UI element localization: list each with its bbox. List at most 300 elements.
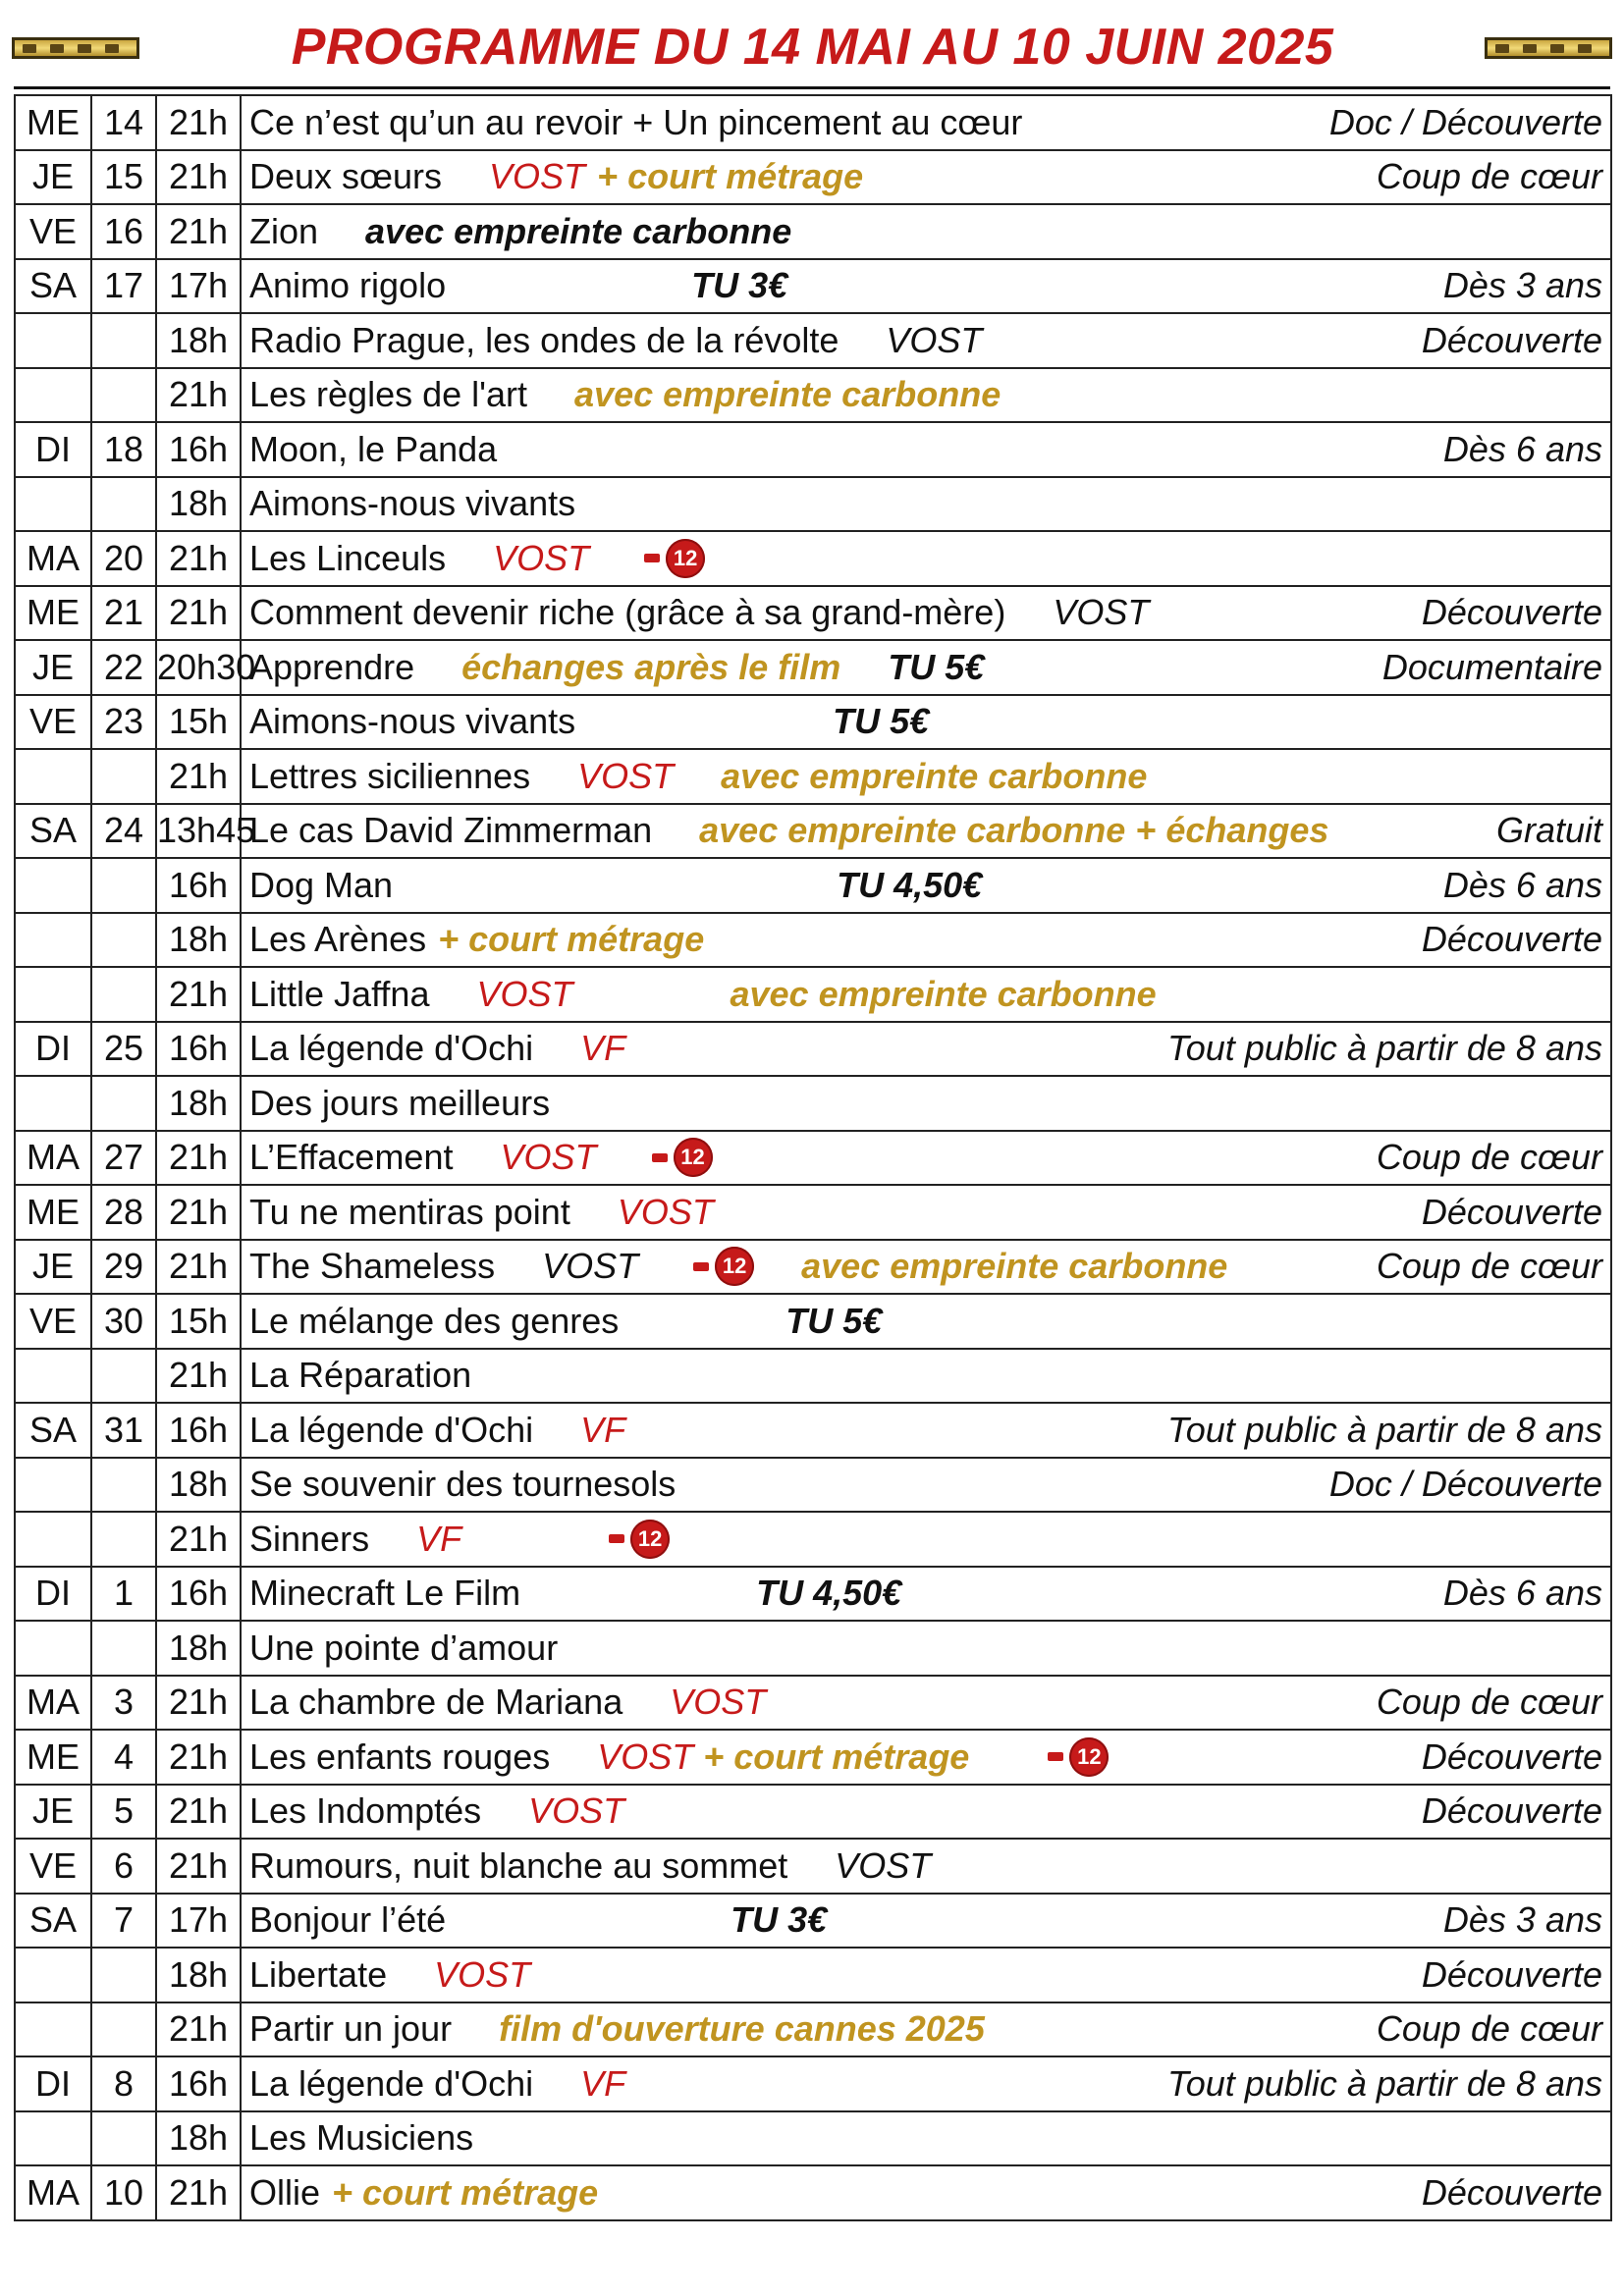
schedule-row [15, 858, 1611, 913]
film-title: La légende d'Ochi [249, 1028, 534, 1069]
day-cell [15, 1948, 91, 2002]
schedule-row [15, 1894, 1611, 1949]
day-cell: SA [15, 1894, 91, 1949]
film-info-cell [241, 1240, 1611, 1295]
film-title: La chambre de Mariana [249, 1682, 623, 1723]
time-cell: 16h [156, 422, 241, 477]
schedule-row [15, 1076, 1611, 1131]
date-cell: 23 [91, 695, 156, 750]
date-cell: 1 [91, 1567, 156, 1622]
time-cell: 21h [156, 1785, 241, 1840]
film-tag: VOST [500, 1137, 597, 1178]
film-title: Little Jaffna [249, 973, 430, 1014]
date-cell [91, 1458, 156, 1513]
film-title: Aimons-nous vivants [249, 483, 576, 524]
date-cell: 7 [91, 1894, 156, 1949]
date-cell: 4 [91, 1730, 156, 1785]
date-cell: 5 [91, 1785, 156, 1840]
film-title: Zion [249, 210, 319, 251]
film-info-cell [241, 313, 1611, 368]
time-cell: 18h [156, 913, 241, 968]
film-tag: VF [580, 2062, 626, 2104]
time-cell: 15h [156, 695, 241, 750]
film-tag: + court métrage [332, 2171, 599, 2213]
date-cell [91, 313, 156, 368]
date-cell: 21 [91, 586, 156, 641]
day-cell: MA [15, 1676, 91, 1731]
time-cell: 21h [156, 1512, 241, 1567]
film-info-cell [241, 804, 1611, 859]
day-cell [15, 313, 91, 368]
date-cell: 8 [91, 2056, 156, 2111]
film-title: Rumours, nuit blanche au sommet [249, 1844, 788, 1886]
film-tag: VOST [434, 1953, 531, 1995]
film-tag: VOST [493, 537, 590, 578]
time-cell: 18h [156, 1621, 241, 1676]
date-cell [91, 1076, 156, 1131]
film-info-cell [241, 1185, 1611, 1240]
day-cell: DI [15, 1567, 91, 1622]
film-category: Coup de cœur [1376, 1137, 1602, 1178]
day-cell: VE [15, 1294, 91, 1349]
schedule-row [15, 1022, 1611, 1077]
film-title: Tu ne mentiras point [249, 1191, 570, 1232]
film-info-cell [241, 1403, 1611, 1458]
film-tag: TU 3€ [691, 265, 788, 306]
date-cell: 25 [91, 1022, 156, 1077]
film-tag: TU 5€ [785, 1300, 883, 1341]
schedule-row [15, 2111, 1611, 2166]
film-info-cell [241, 640, 1611, 695]
film-category: Tout public à partir de 8 ans [1167, 2062, 1602, 2104]
film-title: Sinners [249, 1518, 370, 1559]
film-title: Les Arènes [249, 919, 427, 960]
date-cell: 17 [91, 259, 156, 314]
film-info-cell [241, 1512, 1611, 1567]
date-cell: 6 [91, 1839, 156, 1894]
time-cell: 16h [156, 858, 241, 913]
time-cell: 21h [156, 1839, 241, 1894]
film-tag: VOST [886, 319, 983, 360]
film-category: Doc / Découverte [1328, 1464, 1602, 1505]
film-category: Découverte [1421, 592, 1602, 633]
schedule-row [15, 259, 1611, 314]
schedule-row [15, 586, 1611, 641]
day-cell [15, 913, 91, 968]
film-info-cell [241, 1349, 1611, 1404]
film-tag: avec empreinte carbonne [721, 755, 1148, 796]
date-cell [91, 2002, 156, 2057]
date-cell: 15 [91, 150, 156, 205]
film-info-cell [241, 858, 1611, 913]
film-title: Animo rigolo [249, 265, 447, 306]
film-info-cell [241, 2056, 1611, 2111]
film-info-cell [241, 1730, 1611, 1785]
time-cell: 21h [156, 95, 241, 150]
film-info-cell [241, 1131, 1611, 1186]
day-cell [15, 749, 91, 804]
film-title: Moon, le Panda [249, 428, 498, 469]
time-cell: 21h [156, 1131, 241, 1186]
time-cell: 17h [156, 259, 241, 314]
age-12-rating-icon: 12 [609, 1520, 670, 1559]
film-tag: VOST [617, 1191, 714, 1232]
schedule-row [15, 1512, 1611, 1567]
time-cell: 21h [156, 967, 241, 1022]
film-category: Découverte [1421, 1191, 1602, 1232]
film-title: Des jours meilleurs [249, 1082, 551, 1123]
film-info-cell [241, 1948, 1611, 2002]
schedule-row [15, 1294, 1611, 1349]
time-cell: 16h [156, 2056, 241, 2111]
film-info-cell [241, 1022, 1611, 1077]
film-info-cell [241, 2111, 1611, 2166]
day-cell: ME [15, 95, 91, 150]
film-category: Découverte [1421, 2171, 1602, 2213]
day-cell: VE [15, 695, 91, 750]
film-title: Les Indomptés [249, 1790, 482, 1832]
film-info-cell [241, 913, 1611, 968]
film-tag: avec empreinte carbonne [801, 1246, 1228, 1287]
film-title: Deux sœurs [249, 156, 443, 197]
film-category: Doc / Découverte [1328, 101, 1602, 142]
film-category: Découverte [1421, 919, 1602, 960]
film-category: Documentaire [1381, 646, 1602, 687]
schedule-row [15, 967, 1611, 1022]
time-cell: 21h [156, 749, 241, 804]
day-cell: ME [15, 586, 91, 641]
film-title: Aimons-nous vivants [249, 701, 576, 742]
film-category: Tout public à partir de 8 ans [1167, 1409, 1602, 1450]
film-category: Gratuit [1495, 810, 1602, 851]
day-cell [15, 1458, 91, 1513]
schedule-row [15, 1785, 1611, 1840]
time-cell: 13h45 [156, 804, 241, 859]
film-info-cell [241, 2165, 1611, 2220]
film-title: Dog Man [249, 864, 394, 905]
day-cell [15, 1512, 91, 1567]
date-cell [91, 2111, 156, 2166]
schedule-row [15, 1403, 1611, 1458]
date-cell [91, 749, 156, 804]
date-cell: 28 [91, 1185, 156, 1240]
schedule-row [15, 1567, 1611, 1622]
film-tag: VF [580, 1409, 626, 1450]
date-cell: 3 [91, 1676, 156, 1731]
date-cell: 24 [91, 804, 156, 859]
film-title: La légende d'Ochi [249, 1409, 534, 1450]
day-cell [15, 1349, 91, 1404]
date-cell: 16 [91, 204, 156, 259]
time-cell: 15h [156, 1294, 241, 1349]
film-tag: VOST + court métrage [597, 1735, 970, 1777]
film-category: Dès 6 ans [1442, 428, 1602, 469]
day-cell: MA [15, 531, 91, 586]
age-12-rating-icon: 12 [644, 539, 705, 578]
schedule-row [15, 204, 1611, 259]
day-cell: MA [15, 2165, 91, 2220]
film-category: Dès 3 ans [1442, 1899, 1602, 1941]
schedule-row [15, 1131, 1611, 1186]
time-cell: 16h [156, 1403, 241, 1458]
film-title: Les règles de l'art [249, 374, 528, 415]
schedule-row [15, 1185, 1611, 1240]
film-tag: TU 4,50€ [756, 1573, 902, 1614]
film-title: La Réparation [249, 1355, 472, 1396]
time-cell: 21h [156, 1240, 241, 1295]
schedule-row [15, 2056, 1611, 2111]
schedule-row [15, 1349, 1611, 1404]
film-title: Bonjour l’été [249, 1899, 447, 1941]
time-cell: 21h [156, 1676, 241, 1731]
film-tag: TU 5€ [833, 701, 930, 742]
date-cell [91, 368, 156, 423]
film-title: Apprendre [249, 646, 415, 687]
schedule-row [15, 95, 1611, 150]
day-cell: ME [15, 1185, 91, 1240]
film-tag: + court métrage [597, 156, 864, 197]
film-title: L’Effacement [249, 1137, 454, 1178]
time-cell: 21h [156, 368, 241, 423]
film-tag: avec empreinte carbonne + échanges [699, 810, 1329, 851]
film-info-cell [241, 368, 1611, 423]
day-cell: VE [15, 204, 91, 259]
schedule-row [15, 313, 1611, 368]
film-info-cell [241, 1676, 1611, 1731]
time-cell: 18h [156, 1948, 241, 2002]
date-cell [91, 477, 156, 532]
date-cell [91, 858, 156, 913]
time-cell: 18h [156, 313, 241, 368]
day-cell: JE [15, 1785, 91, 1840]
date-cell [91, 1349, 156, 1404]
film-info-cell [241, 2002, 1611, 2057]
time-cell: 18h [156, 477, 241, 532]
time-cell: 21h [156, 1185, 241, 1240]
schedule-row [15, 1458, 1611, 1513]
time-cell: 16h [156, 1567, 241, 1622]
film-tag: VF [580, 1028, 626, 1069]
day-cell [15, 858, 91, 913]
film-info-cell [241, 150, 1611, 205]
film-category: Dès 6 ans [1442, 864, 1602, 905]
date-cell [91, 913, 156, 968]
film-tag: échanges après le film [461, 646, 841, 687]
schedule-row [15, 749, 1611, 804]
film-info-cell [241, 95, 1611, 150]
film-title: Minecraft Le Film [249, 1573, 521, 1614]
time-cell: 21h [156, 531, 241, 586]
time-cell: 21h [156, 1349, 241, 1404]
film-tag: VOST [835, 1844, 932, 1886]
day-cell: ME [15, 1730, 91, 1785]
day-cell [15, 1621, 91, 1676]
schedule-row [15, 1676, 1611, 1731]
film-category: Découverte [1421, 1953, 1602, 1995]
schedule-row [15, 1240, 1611, 1295]
time-cell: 21h [156, 150, 241, 205]
date-cell: 10 [91, 2165, 156, 2220]
time-cell: 21h [156, 586, 241, 641]
day-cell: SA [15, 804, 91, 859]
film-tag: avec empreinte carbonne [574, 374, 1001, 415]
film-title: Les enfants rouges [249, 1735, 551, 1777]
date-cell: 14 [91, 95, 156, 150]
film-category: Coup de cœur [1376, 1246, 1602, 1287]
film-category: Coup de cœur [1376, 156, 1602, 197]
film-info-cell [241, 586, 1611, 641]
schedule-row [15, 477, 1611, 532]
film-category: Tout public à partir de 8 ans [1167, 1028, 1602, 1069]
schedule-row [15, 1948, 1611, 2002]
time-cell: 18h [156, 2111, 241, 2166]
film-tag: TU 3€ [731, 1899, 828, 1941]
film-info-cell [241, 204, 1611, 259]
age-12-rating-icon: 12 [1048, 1737, 1109, 1777]
film-tag: + court métrage [438, 919, 705, 960]
film-strip-icon [1485, 37, 1612, 59]
film-info-cell [241, 1458, 1611, 1513]
film-tag: avec empreinte carbonne [365, 210, 792, 251]
film-tag: TU 4,50€ [837, 864, 983, 905]
film-tag: avec empreinte carbonne [730, 973, 1157, 1014]
time-cell: 17h [156, 1894, 241, 1949]
film-title: Ollie [249, 2171, 321, 2213]
film-title: Les Musiciens [249, 2117, 474, 2159]
date-cell [91, 1948, 156, 2002]
film-tag: VOST [577, 755, 675, 796]
date-cell [91, 1621, 156, 1676]
time-cell: 21h [156, 1730, 241, 1785]
film-title: Ce n’est qu’un au revoir + Un pincement au cœur [249, 101, 1023, 142]
film-title: Le mélange des genres [249, 1300, 620, 1341]
age-12-rating-icon: 12 [693, 1247, 754, 1286]
time-cell: 16h [156, 1022, 241, 1077]
film-strip-icon [12, 37, 139, 59]
film-title: Radio Prague, les ondes de la révolte [249, 319, 839, 360]
film-title: Se souvenir des tournesols [249, 1464, 677, 1505]
film-category: Découverte [1421, 1790, 1602, 1832]
date-cell: 18 [91, 422, 156, 477]
day-cell [15, 1076, 91, 1131]
day-cell: DI [15, 1022, 91, 1077]
date-cell: 20 [91, 531, 156, 586]
film-info-cell [241, 1076, 1611, 1131]
date-cell: 30 [91, 1294, 156, 1349]
film-info-cell [241, 1894, 1611, 1949]
age-12-rating-icon: 12 [652, 1138, 713, 1177]
film-category: Coup de cœur [1376, 1682, 1602, 1723]
day-cell: SA [15, 259, 91, 314]
film-info-cell [241, 531, 1611, 586]
film-title: Libertate [249, 1953, 388, 1995]
day-cell [15, 967, 91, 1022]
schedule-row [15, 368, 1611, 423]
film-category: Dès 6 ans [1442, 1573, 1602, 1614]
film-tag: VOST [542, 1246, 639, 1287]
day-cell: JE [15, 150, 91, 205]
film-info-cell [241, 477, 1611, 532]
header-divider [14, 86, 1610, 89]
date-cell: 31 [91, 1403, 156, 1458]
day-cell: VE [15, 1839, 91, 1894]
film-tag: VF [416, 1518, 462, 1559]
film-info-cell [241, 967, 1611, 1022]
schedule-table [14, 94, 1612, 2221]
film-tag: VOST [1053, 592, 1150, 633]
film-info-cell [241, 1567, 1611, 1622]
day-cell: JE [15, 1240, 91, 1295]
film-info-cell [241, 695, 1611, 750]
time-cell: 18h [156, 1076, 241, 1131]
day-cell: DI [15, 2056, 91, 2111]
film-info-cell [241, 1785, 1611, 1840]
schedule-row [15, 150, 1611, 205]
day-cell [15, 2111, 91, 2166]
schedule-row [15, 695, 1611, 750]
schedule-row [15, 422, 1611, 477]
film-category: Dès 3 ans [1442, 265, 1602, 306]
day-cell: SA [15, 1403, 91, 1458]
day-cell: JE [15, 640, 91, 695]
schedule-row [15, 640, 1611, 695]
film-info-cell [241, 1621, 1611, 1676]
page-header [0, 0, 1624, 94]
film-title: Lettres siciliennes [249, 755, 531, 796]
film-title: Les Linceuls [249, 537, 447, 578]
schedule-row [15, 2002, 1611, 2057]
page-title: PROGRAMME DU 14 MAI AU 10 JUIN 2025 [291, 19, 1334, 76]
film-category: Découverte [1421, 1735, 1602, 1777]
schedule-row [15, 804, 1611, 859]
day-cell: MA [15, 1131, 91, 1186]
date-cell [91, 1512, 156, 1567]
schedule-row [15, 1730, 1611, 1785]
schedule-row [15, 1839, 1611, 1894]
schedule-row [15, 531, 1611, 586]
time-cell: 21h [156, 2002, 241, 2057]
date-cell: 22 [91, 640, 156, 695]
film-category: Coup de cœur [1376, 2008, 1602, 2050]
film-info-cell [241, 749, 1611, 804]
schedule-row [15, 1621, 1611, 1676]
schedule-row [15, 2165, 1611, 2220]
film-tag: TU 5€ [888, 646, 985, 687]
film-title: Le cas David Zimmerman [249, 810, 653, 851]
time-cell: 21h [156, 204, 241, 259]
date-cell [91, 967, 156, 1022]
day-cell [15, 2002, 91, 2057]
date-cell: 27 [91, 1131, 156, 1186]
film-info-cell [241, 259, 1611, 314]
film-title: Une pointe d’amour [249, 1627, 559, 1668]
day-cell [15, 368, 91, 423]
time-cell: 21h [156, 2165, 241, 2220]
film-info-cell [241, 422, 1611, 477]
film-title: Partir un jour [249, 2008, 453, 2050]
film-tag: VOST [670, 1682, 767, 1723]
film-tag: VOST [528, 1790, 625, 1832]
time-cell: 18h [156, 1458, 241, 1513]
date-cell: 29 [91, 1240, 156, 1295]
day-cell: DI [15, 422, 91, 477]
time-cell: 20h30 [156, 640, 241, 695]
schedule-row [15, 913, 1611, 968]
film-category: Découverte [1421, 319, 1602, 360]
film-info-cell [241, 1294, 1611, 1349]
film-title: Comment devenir riche (grâce à sa grand-mère) [249, 592, 1006, 633]
film-title: La légende d'Ochi [249, 2062, 534, 2104]
